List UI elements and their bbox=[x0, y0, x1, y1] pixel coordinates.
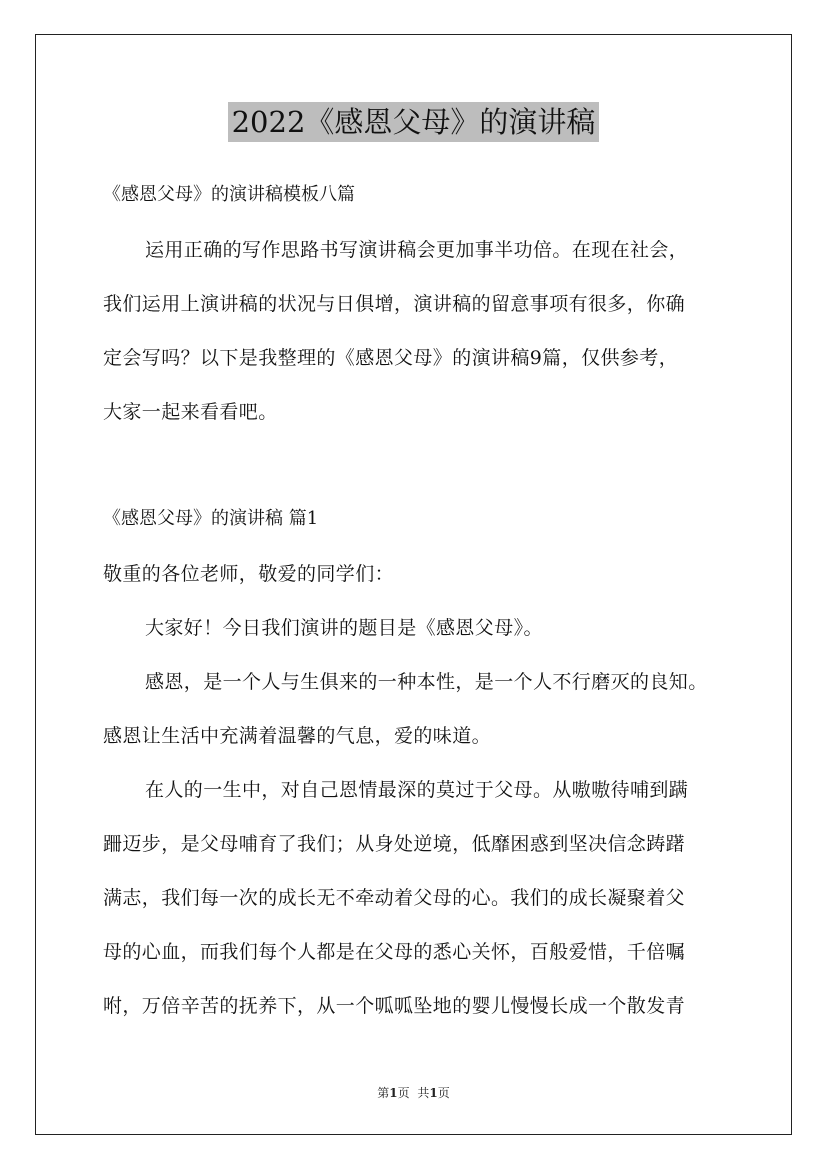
footer-page-suffix: 页 bbox=[397, 1086, 410, 1100]
intro-line-3: 定会写吗？以下是我整理的《感恩父母》的演讲稿9篇，仅供参考， bbox=[103, 347, 679, 369]
document-title: 2022《感恩父母》的演讲稿 bbox=[228, 102, 600, 142]
footer-page-number: 1 bbox=[389, 1086, 398, 1100]
page-footer bbox=[0, 1085, 827, 1101]
document-title-wrapper bbox=[0, 102, 827, 142]
body-line-1: 敬重的各位老师，敬爱的同学们： bbox=[103, 563, 395, 585]
footer-page-prefix: 第 bbox=[377, 1086, 390, 1100]
section-heading: 《感恩父母》的演讲稿 篇1 bbox=[103, 508, 319, 529]
intro-line-4: 大家一起来看看吧。 bbox=[103, 401, 278, 423]
body-line-4: 感恩让生活中充满着温馨的气息，爱的味道。 bbox=[103, 725, 492, 747]
document-subtitle: 《感恩父母》的演讲稿模板八篇 bbox=[103, 184, 355, 205]
body-line-3: 感恩，是一个人与生俱来的一种本性，是一个人不行磨灭的良知。 bbox=[145, 671, 708, 693]
body-line-7: 满志，我们每一次的成长无不牵动着父母的心。我们的成长凝聚着父 bbox=[103, 887, 686, 909]
body-line-9: 咐，万倍辛苦的抚养下，从一个呱呱坠地的婴儿慢慢长成一个散发青 bbox=[103, 995, 686, 1017]
body-line-5: 在人的一生中，对自己恩情最深的莫过于父母。从嗷嗷待哺到蹒 bbox=[145, 779, 689, 801]
footer-total-number: 1 bbox=[429, 1086, 438, 1100]
footer-total-suffix: 页 bbox=[437, 1086, 450, 1100]
intro-line-2: 我们运用上演讲稿的状况与日俱增，演讲稿的留意事项有很多，你确 bbox=[103, 293, 686, 315]
body-line-2: 大家好！今日我们演讲的题目是《感恩父母》。 bbox=[145, 617, 543, 639]
intro-line-1: 运用正确的写作思路书写演讲稿会更加事半功倍。在现在社会， bbox=[145, 239, 689, 261]
body-line-6: 跚迈步，是父母哺育了我们；从身处逆境，低靡困惑到坚决信念踌躇 bbox=[103, 833, 686, 855]
body-line-8: 母的心血，而我们每个人都是在父母的悉心关怀，百般爱惜，千倍嘱 bbox=[103, 941, 686, 963]
footer-total-prefix: 共 bbox=[417, 1086, 430, 1100]
